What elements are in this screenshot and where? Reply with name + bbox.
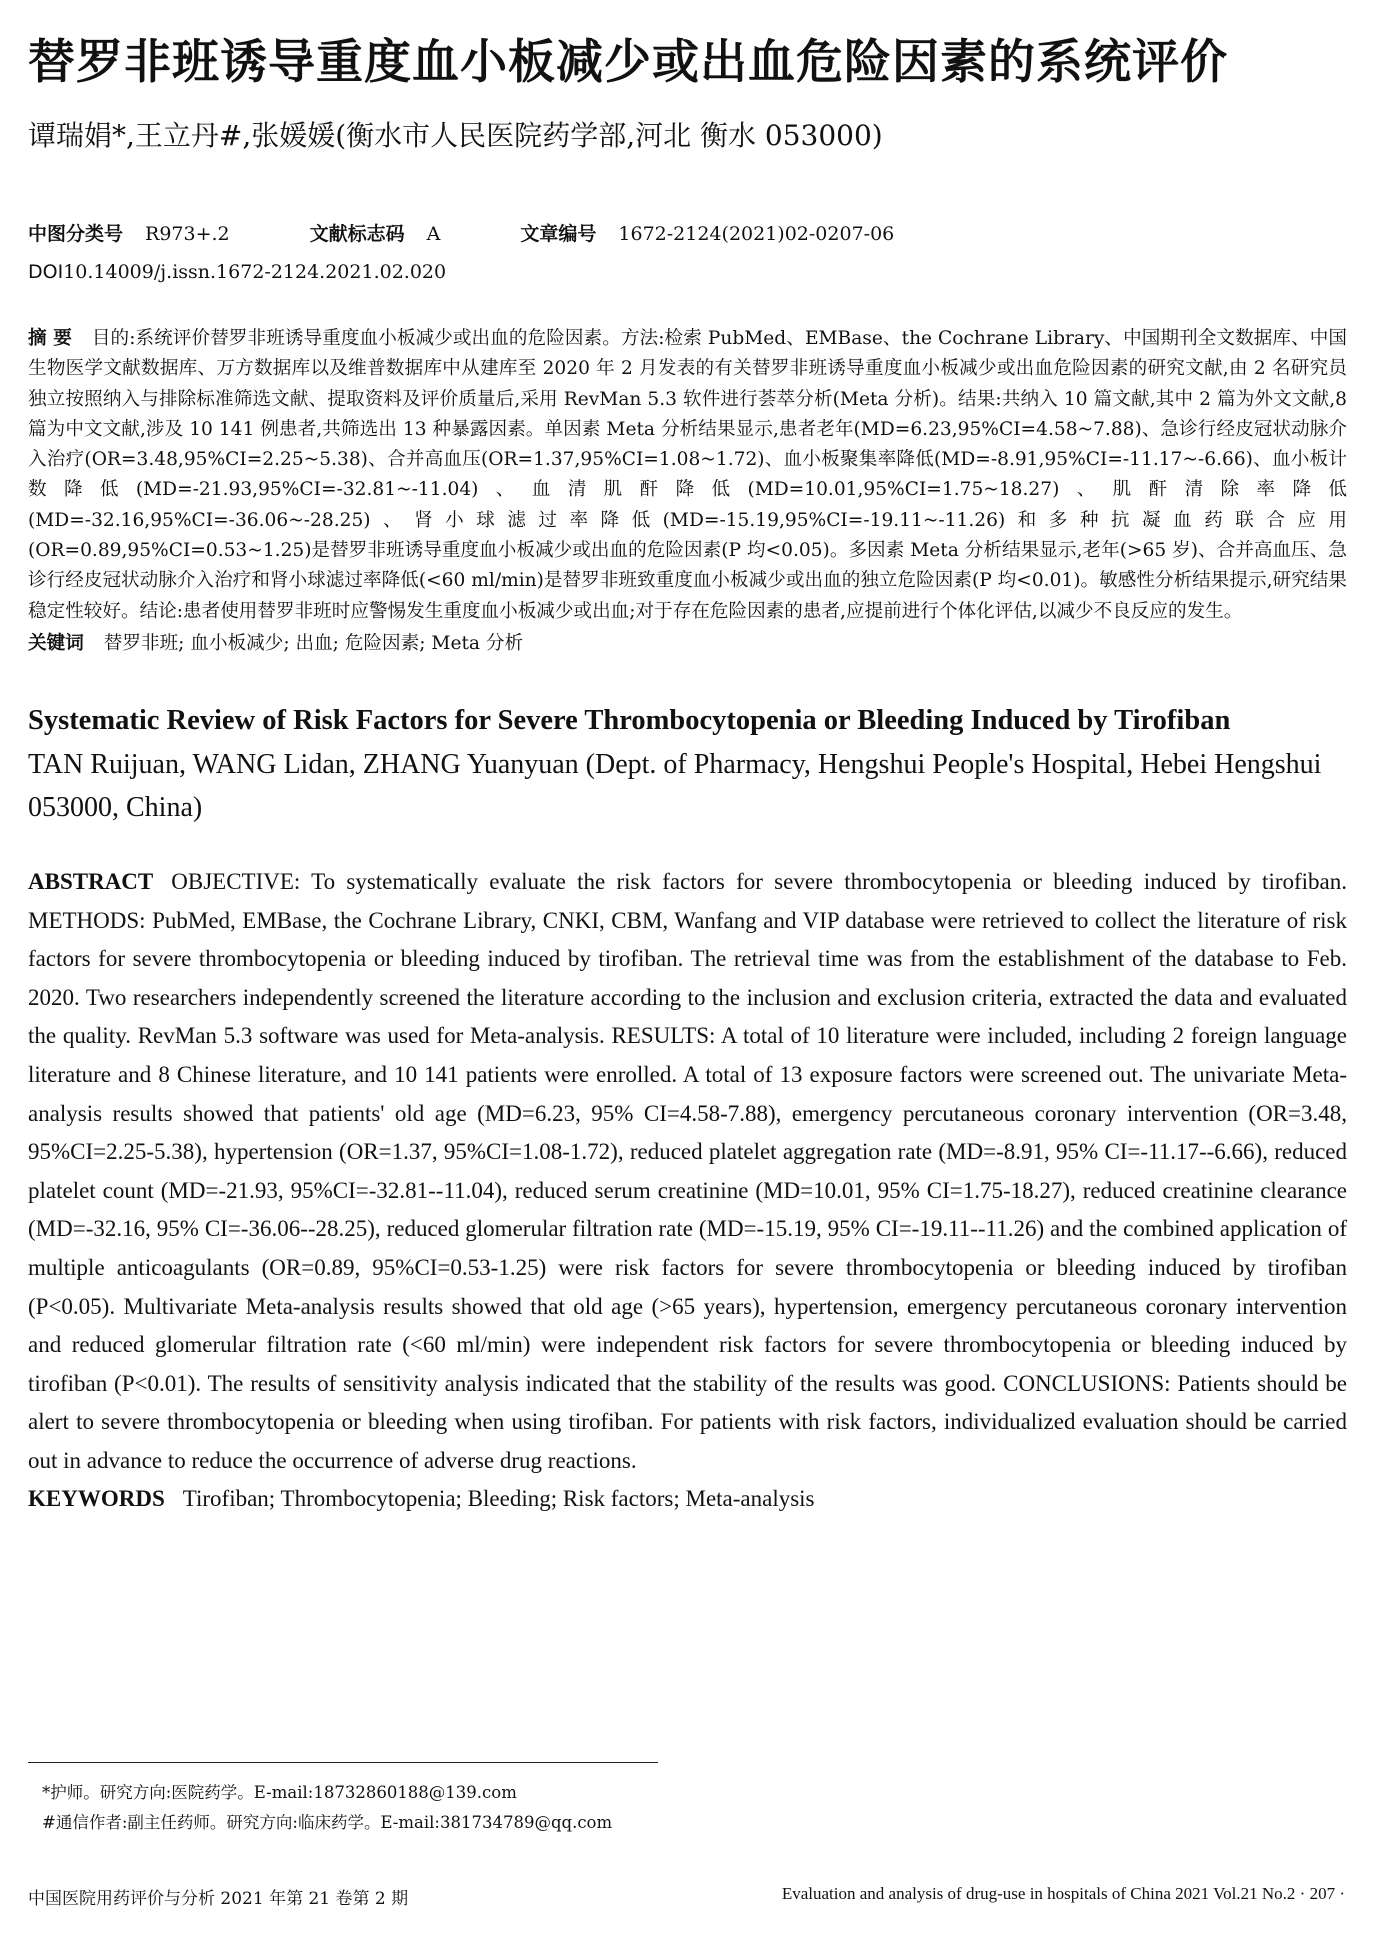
doi-label: DOI: [28, 261, 64, 283]
chinese-abstract-label: 摘 要: [28, 328, 72, 349]
chinese-authors: 谭瑞娟*,王立丹#,张媛媛(衡水市人民医院药学部,河北 衡水 053000): [28, 119, 883, 152]
english-keywords-text: Tirofiban; Thrombocytopenia; Bleeding; Risk factors; Meta-analysis: [182, 1486, 815, 1512]
chinese-keywords: [28, 629, 1347, 659]
clc-label: 中图分类号: [28, 223, 124, 245]
article-no-label: 文章编号: [520, 223, 597, 245]
journal-footer-cn: 中国医院用药评价与分析 2021 年第 21 卷第 2 期: [28, 1889, 409, 1909]
doc-code-value: A: [426, 223, 441, 245]
english-abstract-label: ABSTRACT: [28, 868, 154, 894]
clc-value: R973+.2: [145, 223, 230, 245]
footnote-divider: [28, 1762, 658, 1763]
english-title: Systematic Review of Risk Factors for Severe Thrombocytopenia or Bleeding Induced by Tirofiban: [28, 704, 1231, 736]
footnote-corresponding: #通信作者:副主任药师。研究方向:临床药学。E-mail:381734789@qq.com: [42, 1813, 613, 1832]
chinese-abstract: [28, 324, 1347, 627]
english-abstract: [28, 863, 1347, 1481]
doi-row: [28, 258, 1347, 286]
english-keywords-label: KEYWORDS: [28, 1486, 165, 1512]
english-abstract-text: OBJECTIVE: To systematically evaluate the risk factors for severe thrombocytopenia or bleeding induced by tirofiban. METHODS: PubMed, EMBase, the Cochrane Library, CNKI, CBM, Wanfang and VIP database were retrieved to collect the literature of risk factors for severe thrombocytopenia or bleeding induced by tirofiban. The retrieval time was from the establishment of the database to Feb. 2020. Two researchers independently screened the literature according to the inclusion and exclusion criteria, extracted the data and evaluated the quality. RevMan 5.3 software was used for Meta-analysis. RESULTS: A total of 10 literature were included, including 2 foreign language literature and 8 Chinese literature, and 10 141 patients were enrolled. A total of 13 exposure factors were screened out. The univariate Meta-analysis results showed that patients' old age (MD=6.23, 95% CI=4.58-7.88), emergency percutaneous coronary intervention (OR=3.48, 95%CI=2.25-5.38), hypertension (OR=1.37, 95%CI=1.08-1.72), reduced platelet aggregation rate (MD=-8.91, 95% CI=-11.17--6.66), reduced platelet count (MD=-21.93, 95%CI=-32.81--11.04), reduced serum creatinine (MD=10.01, 95% CI=1.75-18.27), reduced creatinine clearance (MD=-32.16, 95% CI=-36.06--28.25), reduced glomerular filtration rate (MD=-15.19, 95% CI=-19.11--11.26) and the combined application of multiple anticoagulants (OR=0.89, 95%CI=0.53-1.25) were risk factors for severe thrombocytopenia or bleeding induced by tirofiban (P<0.05). Multivariate Meta-analysis results showed that old age (>65 years), hypertension, emergency percutaneous coronary intervention and reduced glomerular filtration rate (<60 ml/min) were independent risk factors for severe thrombocytopenia or bleeding induced by tirofiban (P<0.01). The results of sensitivity analysis indicated that the stability of the results was good. CONCLUSIONS: Patients should be alert to severe thrombocytopenia or bleeding when using tirofiban. For patients with risk factors, individualized evaluation should be carried out in advance to reduce the occurrence of adverse drug reactions.: [28, 868, 1347, 1473]
chinese-title: 替罗非班诱导重度血小板减少或出血危险因素的系统评价: [28, 35, 1228, 90]
chinese-keywords-text: 替罗非班; 血小板减少; 出血; 危险因素; Meta 分析: [103, 632, 524, 654]
english-authors: TAN Ruijuan, WANG Lidan, ZHANG Yuanyuan (Dept. of Pharmacy, Hengshui People's Hospital, Hebei Hengshui 053000, China): [28, 748, 1322, 823]
footnote-author: *护师。研究方向:医院药学。E-mail:18732860188@139.com: [42, 1783, 517, 1802]
article-no-value: 1672-2124(2021)02-0207-06: [618, 223, 895, 245]
classification-row: [28, 220, 1347, 248]
english-keywords: [28, 1480, 1347, 1518]
doc-code-label: 文献标志码: [309, 223, 405, 245]
journal-footer-en: Evaluation and analysis of drug-use in hospitals of China 2021 Vol.21 No.2 · 207 ·: [781, 1884, 1345, 1903]
chinese-keywords-label: 关键词: [28, 632, 84, 654]
chinese-abstract-text: 目的:系统评价替罗非班诱导重度血小板减少或出血的危险因素。方法:检索 PubMed、EMBase、the Cochrane Library、中国期刊全文数据库、中国生物医学文献数据库、万方数据库以及维普数据库中从建库至 2020 年 2 月发表的有关替罗非班诱导重度血小板减少或出血危险因素的研究文献,由 2 名研究员独立按照纳入与排除标准筛选文献、提取资料及评价质量后,采用 RevMan 5.3 软件进行荟萃分析(Meta 分析)。结果:共纳入 10 篇文献,其中 2 篇为外文文献,8 篇为中文文献,涉及 10 141 例患者,共筛选出 13 种暴露因素。单因素 Meta 分析结果显示,患者老年(MD=6.23,95%CI=4.58~7.88)、急诊行经皮冠状动脉介入治疗(OR=3.48,95%CI=2.25~5.38)、合并高血压(OR=1.37,95%CI=1.08~1.72)、血小板聚集率降低(MD=-8.91,95%CI=-11.17~-6.66)、血小板计数降低(MD=-21.93,95%CI=-32.81~-11.04)、血清肌酐降低(MD=10.01,95%CI=1.75~18.27)、肌酐清除率降低(MD=-32.16,95%CI=-36.06~-28.25)、肾小球滤过率降低(MD=-15.19,95%CI=-19.11~-11.26)和多种抗凝血药联合应用(OR=0.89,95%CI=0.53~1.25)是替罗非班诱导重度血小板减少或出血的危险因素(P 均<0.05)。多因素 Meta 分析结果显示,老年(>65 岁)、合并高血压、急诊行经皮冠状动脉介入治疗和肾小球滤过率降低(<60 ml/min)是替罗非班致重度血小板减少或出血的独立危险因素(P 均<0.01)。敏感性分析结果提示,研究结果稳定性较好。结论:患者使用替罗非班时应警惕发生重度血小板减少或出血;对于存在危险因素的患者,应提前进行个体化评估,以减少不良反应的发生。: [28, 328, 1347, 622]
doi-value[interactable]: 10.14009/j.issn.1672-2124.2021.02.020: [63, 261, 447, 283]
